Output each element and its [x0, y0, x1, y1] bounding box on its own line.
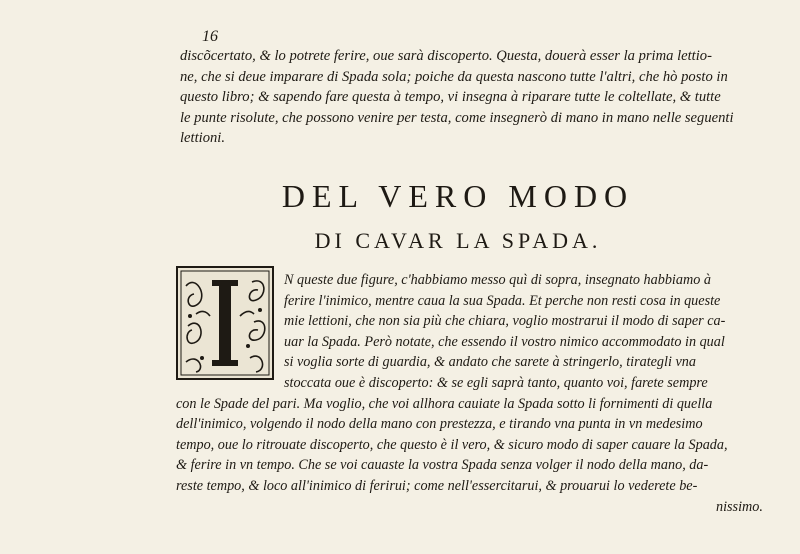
text-line: ferire l'inimico, mentre caua la sua Spada. Et perche non resti cosa in queste [284, 292, 721, 309]
text-line: nissimo. [716, 498, 763, 515]
text-line: discõcertato, & lo potrete ferire, oue sarà discoperto. Questa, douerà esser la prima lettio- [180, 48, 712, 64]
chapter-heading: DEL VERO MODO [281, 178, 635, 214]
text-line: mie lettioni, che non sia più che chiara, voglio mostrarui il modo di saper ca- [284, 313, 726, 330]
text-line: si voglia sorte di guardia, & andato che sarete à stringerlo, tirategli vna [284, 354, 696, 371]
paragraph-main [176, 270, 766, 517]
text-line: con le Spade del pari. Ma voglio, che voi allhora cauiate la Spada sotto li fornimenti di quella [176, 395, 713, 412]
text-line: uar la Spada. Però notate, che essendo il vostro nimico accommodato in qual [284, 333, 725, 350]
text-line: stoccata oue è discoperto: & se egli saprà tanto, quanto voi, farete sempre [284, 374, 708, 391]
text-line: le punte risolute, che possono venire per testa, come insegnerò di mano in mano nelle seguenti [180, 109, 734, 126]
page-number: 16 [202, 28, 218, 45]
text-line: N queste due figure, c'habbiamo messo quì di sopra, insegnato habbiamo à [284, 272, 711, 288]
text-line: & ferire in vn tempo. Che se voi cauaste la vostra Spada senza volger il nodo della mano, da- [176, 457, 709, 474]
text-line: tempo, oue lo ritrouate discoperto, che questo è il vero, & sicuro modo di saper cauare la Spada, [176, 436, 728, 453]
text-line: lettioni. [180, 130, 225, 146]
text-line: ne, che si deue imparare di Spada sola; poiche da questa nascono tutte l'altri, che hò posto in [180, 68, 728, 85]
text-line: questo libro; & sapendo fare questa à tempo, vi insegna à riparare tutte le coltellate, & tutte [180, 89, 721, 105]
chapter-subheading: DI CAVAR LA SPADA. [314, 228, 602, 253]
paragraph-continued [180, 46, 770, 149]
text-line: dell'inimico, volgendo il nodo della mano con prestezza, e tirando vna punta in vn medesimo [176, 416, 703, 433]
text-line: reste tempo, & loco all'inimico di ferirui; come nell'essercitarui, & prouarui lo vederete be- [176, 477, 698, 494]
